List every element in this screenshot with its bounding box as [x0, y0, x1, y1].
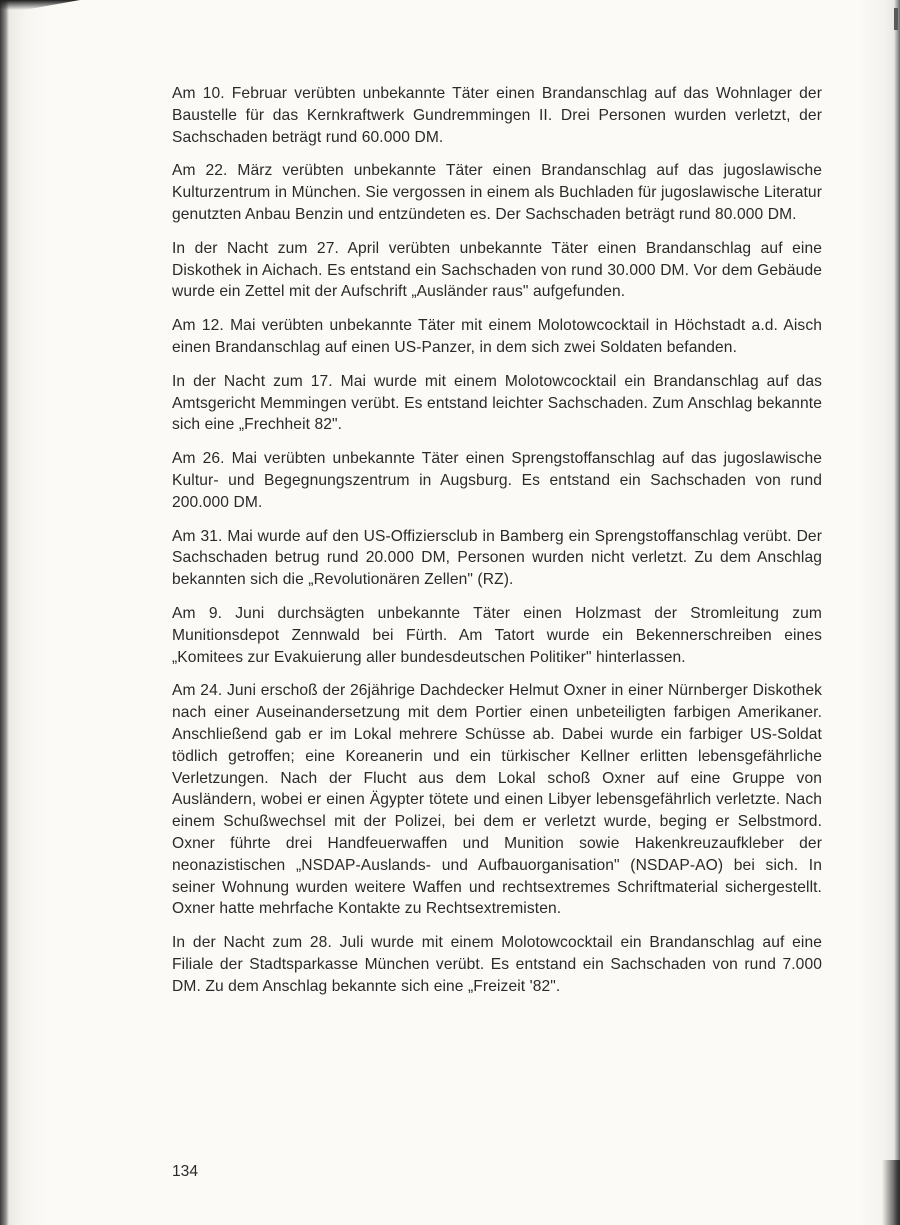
body-text	[172, 83, 822, 1009]
book-spine-shadow	[0, 0, 9, 1225]
paragraph-augsburg: Am 26. Mai verübten unbekannte Täter einen Sprengstoffanschlag auf das jugoslawische Kultur- und Begegnungszentrum in Augsburg. Es entstand ein Sachschaden von rund 200.000 DM.	[172, 450, 822, 511]
page-bottom-corner-shadow	[882, 1160, 900, 1225]
paragraph-bamberg: Am 31. Mai wurde auf den US-Offiziersclub in Bamberg ein Sprengstoffanschlag verübt. Der Sachschaden betrug rund 20.000 DM, Personen wurden nicht verletzt. Zu dem Anschlag bekannten sich die „Revolutionären Zellen" (RZ).	[172, 527, 822, 589]
paragraph-munitionsdepot: Am 9. Juni durchsägten unbekannte Täter einen Holzmast der Stromleitung zum Munitionsdepot Zennwald bei Fürth. Am Tatort wurde ein Bekennerschreiben eines „Komitees zur Evakuierung aller bundesdeutschen Politiker" hinterlassen.	[172, 604, 822, 666]
paragraph-diskothek-aichach: In der Nacht zum 27. April verübten unbekannte Täter einen Brandanschlag auf eine Diskothek in Aichach. Es entstand ein Sachschaden von rund 30.000 DM. Vor dem Gebäude wurde ein Zettel mit der Aufschrift „Ausländer raus" aufgefunden.	[172, 239, 822, 301]
paragraph-us-panzer: Am 12. Mai verübten unbekannte Täter mit einem Molotowcocktail in Höchstadt a.d. Aisch einen Brandanschlag auf einen US-Panzer, in dem sich zwei Soldaten befanden.	[172, 317, 822, 356]
paragraph-kulturzentrum-muenchen: Am 22. März verübten unbekannte Täter einen Brandanschlag auf das jugoslawische Kulturzentrum in München. Sie vergossen in einem als Buchladen für jugoslawische Literatur genutzten Anbau Benzin und entzündeten es. Der Sachschaden beträgt rund 80.000 DM.	[172, 162, 822, 223]
paragraph-amtsgericht-memmingen: In der Nacht zum 17. Mai wurde mit einem Molotowcocktail ein Brandanschlag auf das Amtsgericht Memmingen verübt. Es entstand leichter Sachschaden. Zum Anschlag bekannte sich eine „Frechheit 82".	[172, 372, 822, 434]
spine-top-shadow	[0, 0, 80, 10]
paragraph-gundremmingen: Am 10. Februar verübten unbekannte Täter einen Brandanschlag auf das Wohnlager der Baustelle für das Kernkraftwerk Gundremmingen II. Drei Personen wurden verletzt, der Sachschaden beträgt rund 60.000 DM.	[172, 85, 822, 146]
page-edge-mark	[894, 8, 898, 30]
page-right-edge	[894, 0, 900, 1225]
paragraph-stadtsparkasse: In der Nacht zum 28. Juli wurde mit einem Molotowcocktail ein Brandanschlag auf eine Filiale der Stadtsparkasse München verübt. Es entstand ein Sachschaden von rund 7.000 DM. Zu dem Anschlag bekannte sich eine „Freizeit '82".	[172, 934, 822, 995]
paragraph-oxner: Am 24. Juni erschoß der 26jährige Dachdecker Helmut Oxner in einer Nürnberger Diskothek nach einer Auseinandersetzung mit dem Portier einen unbeteiligten farbigen Amerikaner. Anschließend gab er im Lokal mehrere Schüsse ab. Dabei wurde ein farbiger US-Soldat tödlich getroffen; eine Koreanerin und ein türkischer Kellner erlitten lebensgefährliche Verletzungen. Nach der Flucht aus dem Lokal schoß Oxner auf eine Gruppe von Ausländern, wobei er einen Ägypter tötete und einen Libyer lebensgefährlich verletzte. Nach einem Schußwechsel mit der Polizei, bei dem er verletzt wurde, beging er Selbstmord. Oxner führte drei Handfeuerwaffen und Munition sowie Hakenkreuzaufkleber der neonazistischen „NSDAP-Auslands- und Aufbauorganisation" (NSDAP-AO) bei sich. In seiner Wohnung wurden weitere Waffen und rechtsextremes Schriftmaterial sichergestellt. Oxner hatte mehrfache Kontakte zu Rechtsextremisten.	[172, 682, 822, 918]
page-number: 134	[172, 1163, 199, 1180]
